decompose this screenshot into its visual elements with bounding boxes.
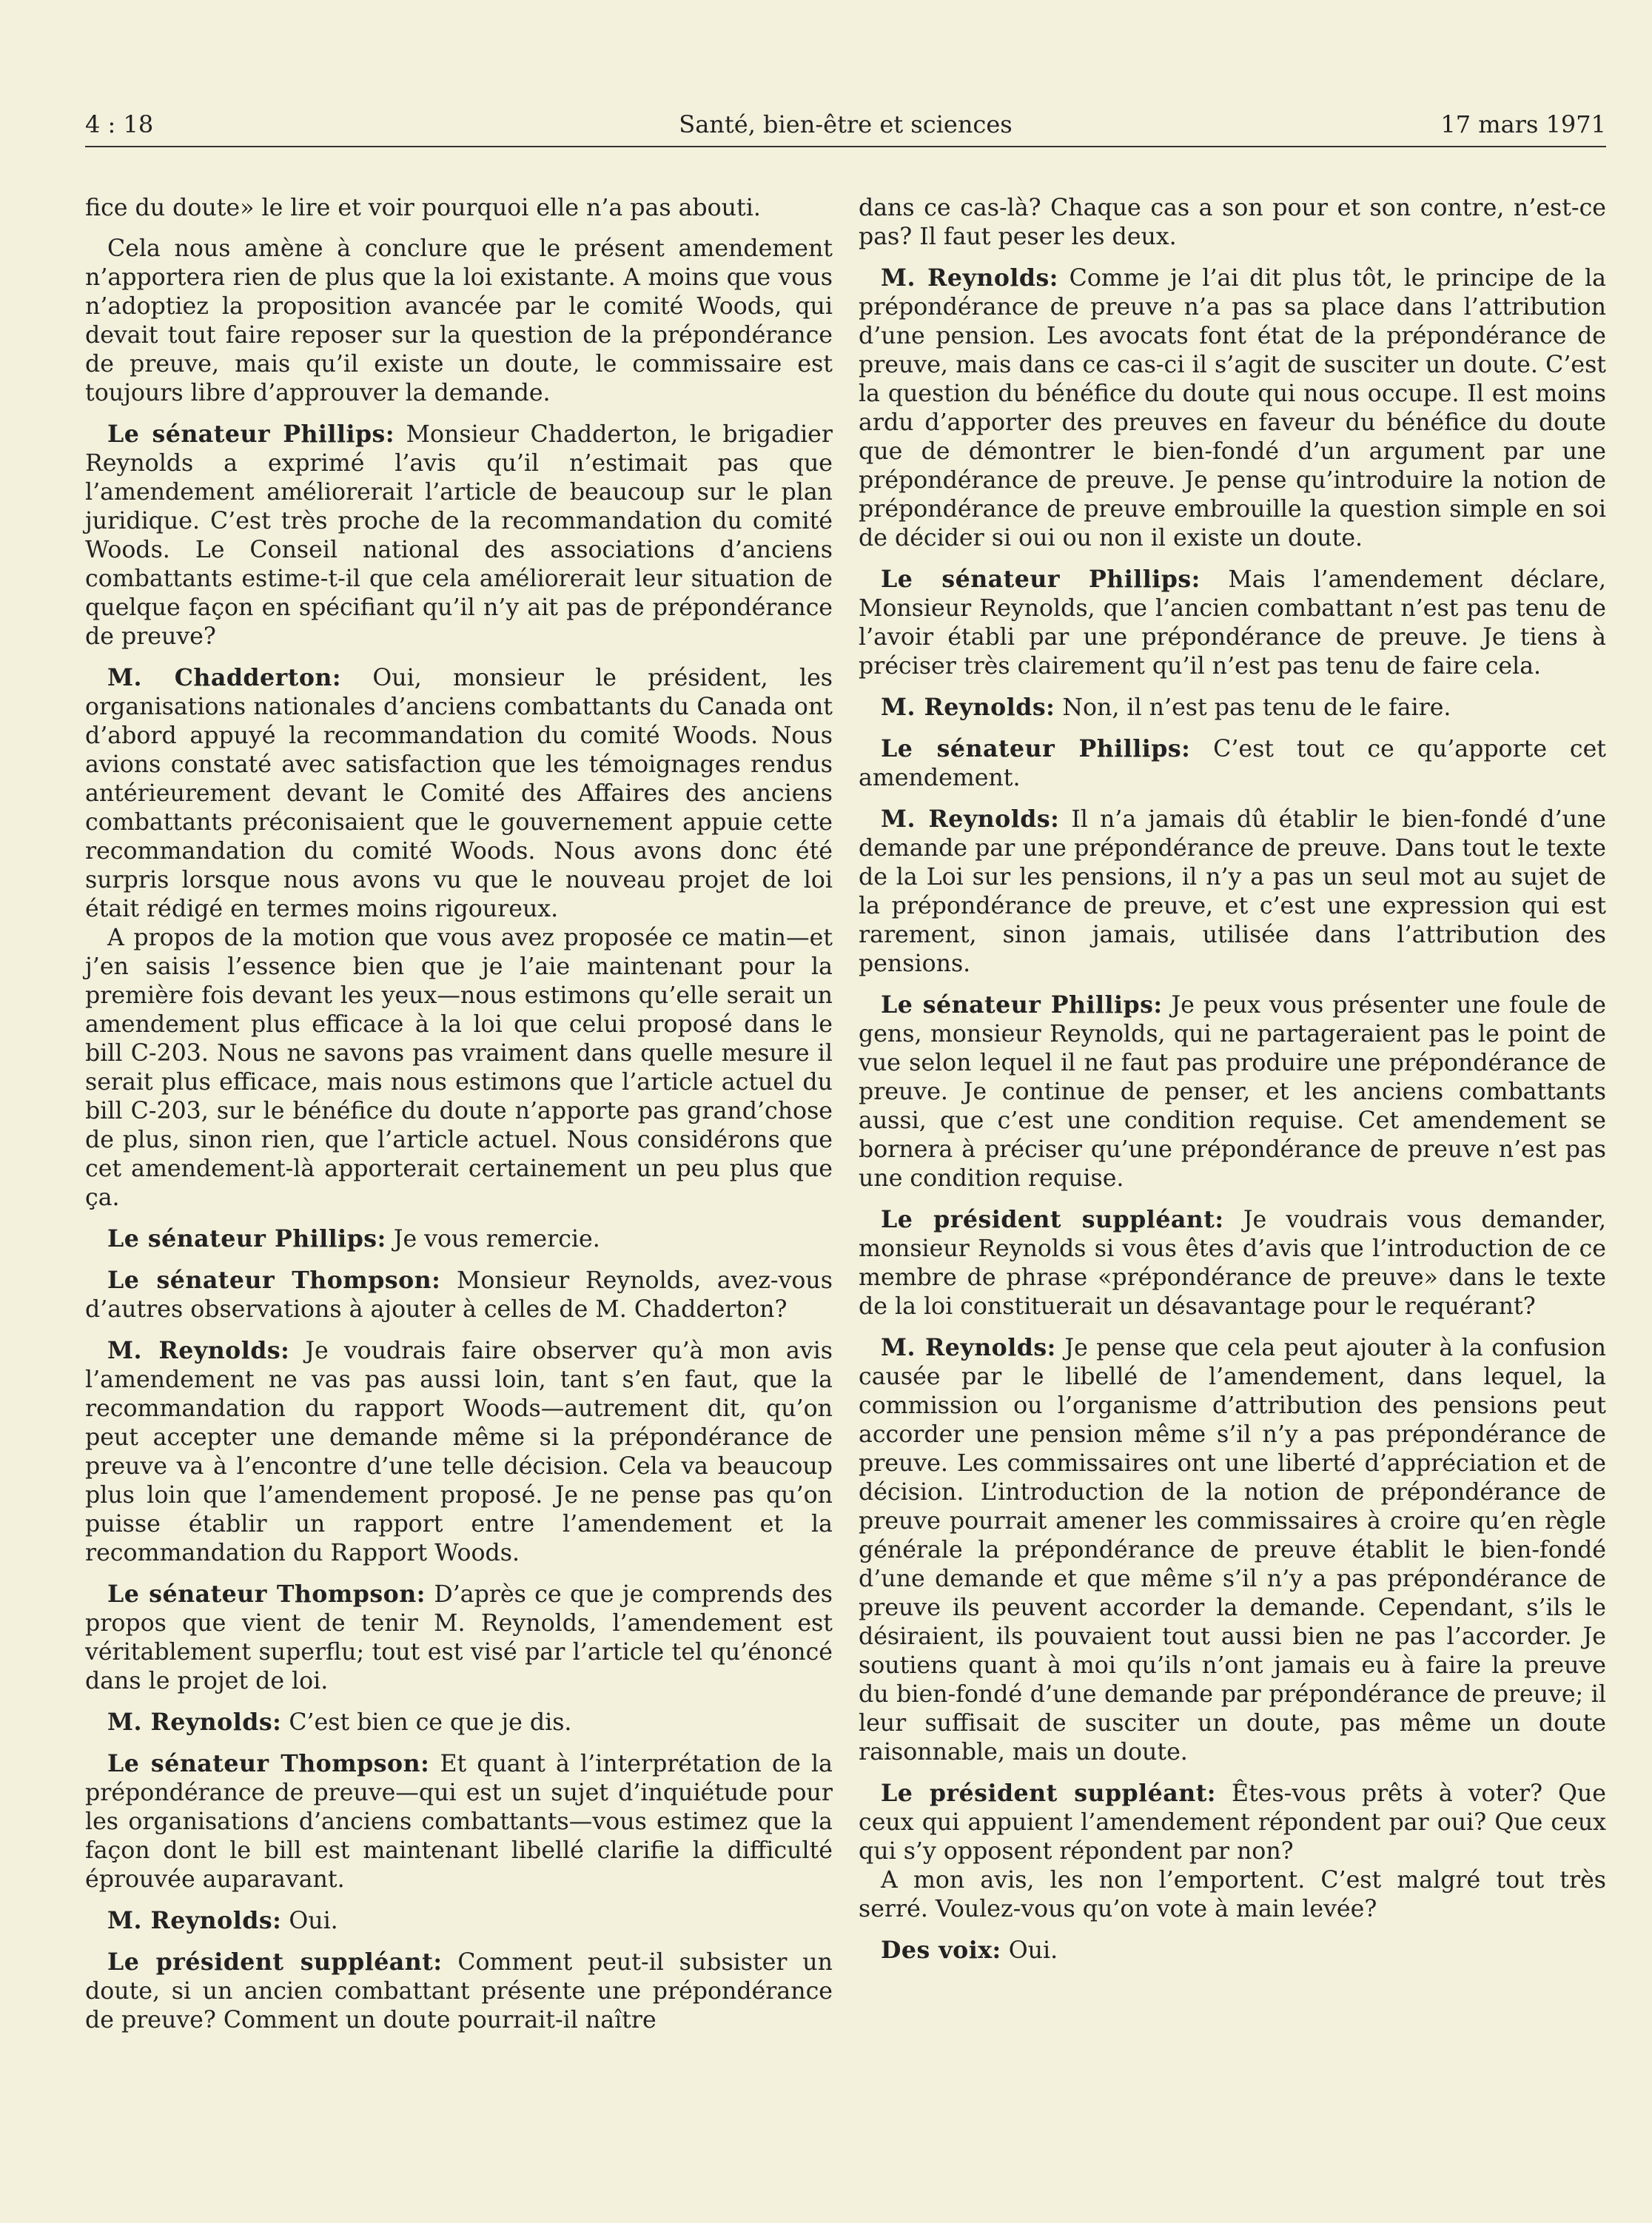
speaker-name: Le sénateur Phillips: [107, 420, 394, 448]
paragraph [859, 1779, 1606, 1866]
paragraph-text: A propos de la motion que vous avez proposée ce matin—et j’en saisis l’essence bien que je l’aie maintenant pour la première fois devant les yeux—nous estimons qu’elle serait un amendement plus efficace à la loi que celui proposé dans le bill C-203. Nous ne savons pas vraiment dans quelle mesure il serait plus efficace, mais nous estimons que l’article actuel du bill C-203, sur le bénéfice du doute n’apporte pas grand’chose de plus, sinon rien, que l’article actuel. Nous considérons que cet amendement-là apporterait certainement un peu plus que ça. [85, 925, 833, 1211]
paragraph-text: Êtes-vous prêts à voter? Que ceux qui appuient l’amendement répondent par oui? Que ceux qui s’y opposent répondent par non? [859, 1780, 1607, 1865]
paragraph [85, 1708, 833, 1737]
paragraph [859, 734, 1606, 793]
page-number: 4 : 18 [85, 110, 154, 138]
speaker-name: Le sénateur Phillips: [881, 735, 1191, 762]
paragraph-text: Mais l’amendement déclare, Monsieur Reynolds, que l’ancien combattant n’est pas tenu de l’avoir établi par une prépondérance de preuve. Je tiens à préciser très clairement qu’il n’est pas tenu de faire cela. [859, 566, 1606, 680]
paragraph-text: Oui. [289, 1908, 338, 1934]
paragraph [859, 264, 1606, 553]
paragraph [859, 1866, 1606, 1924]
paragraph [85, 194, 833, 223]
paragraph-text: Comme je l’ai dit plus tôt, le principe de la prépondérance de preuve n’a pas sa place dans l’attribution d’une pension. Les avocats font état de la prépondérance de preuve, mais dans ce cas-ci il s’agit de susciter un doute. C’est la question du bénéfice du doute qui nous occupe. Il est moins ardu d’apporter des preuves en faveur du bénéfice du doute que de démontrer le bien-fondé d’un argument par une prépondérance de preuve. Je pense qu’introduire la notion de prépondérance de preuve embrouille la question simple en soi de décider si oui ou non il existe un doute. [859, 265, 1607, 551]
paragraph-text: D’après ce que je comprends des propos que vient de tenir M. Reynolds, l’amendement est véritablement superflu; tout est visé par l’article tel qu’énoncé dans le projet de loi. [85, 1581, 833, 1694]
paragraph-text: Je pense que cela peut ajouter à la confusion causée par le libellé de l’amendement, dans lequel, la commission ou l’organisme d’attribution des pensions peut accorder une pension même s’il n’y a pas prépondérance de preuve. Les commissaires ont une liberté d’appréciation et de décision. L’introduction de la notion de prépondérance de preuve pourrait amener les commissaires à croire qu’en règle générale la prépondérance de preuve établit le bien-fondé d’une demande et que même s’il n’y a pas prépondérance de preuve ils peuvent accorder la demande. Cependant, s’ils le désiraient, ils pouvaient tout aussi bien ne pas l’accorder. Je soutiens quant à moi qu’ils n’ont jamais eu à faire la preuve du bien-fondé d’une demande par prépondérance de preuve; il leur suffisait de susciter un doute, pas même un doute raisonnable, mais un doute. [859, 1335, 1606, 1766]
paragraph [85, 1224, 833, 1254]
speaker-name: Des voix: [881, 1937, 1001, 1964]
paragraph-text: Et quant à l’interprétation de la prépondérance de preuve—qui est un sujet d’inquiétude pour les organisations d’anciens combattants—vous estimez que la façon dont le bill est maintenant libellé clarifie la difficulté éprouvée auparavant. [85, 1751, 833, 1893]
paragraph [859, 565, 1606, 681]
issue-date: 17 mars 1971 [1440, 110, 1606, 138]
paragraph [859, 194, 1606, 252]
paragraph-text: Non, il n’est pas tenu de le faire. [1062, 694, 1451, 721]
paragraph [859, 1936, 1606, 1965]
paragraph-text: Je peux vous présenter une foule de gens, monsieur Reynolds, qui ne partageraient pas le point de vue selon lequel il ne faut pas produire une prépondérance de preuve. Je continue de penser, et les anciens combattants aussi, que c’est une condition requise. Cet amendement se bornera à préciser qu’une prépondérance de preuve n’est pas une condition requise. [859, 992, 1607, 1192]
paragraph [859, 990, 1606, 1193]
speaker-name: M. Reynolds: [107, 1709, 282, 1736]
speaker-name: Le président suppléant: [107, 1948, 443, 1976]
paragraph [859, 805, 1606, 979]
page-header [85, 107, 1606, 147]
paragraph [85, 1336, 833, 1568]
speaker-name: Le sénateur Thompson: [107, 1580, 426, 1608]
paragraph-text: Je voudrais faire observer qu’à mon avis l’amendement ne vas pas aussi loin, tant s’en faut, que la recommandation du rapport Woods—autrement dit, qu’on peut accepter une demande même si la prépondérance de preuve va à l’encontre d’une telle décision. Cela va beaucoup plus loin que l’amendement proposé. Je ne pense pas qu’on puisse établir un rapport entre l’amendement et la recommandation du Rapport Woods. [85, 1338, 833, 1566]
speaker-name: M. Reynolds: [881, 264, 1058, 292]
paragraph [85, 1948, 833, 2035]
paragraph [85, 1906, 833, 1936]
paragraph-text: Je vous remercie. [393, 1226, 600, 1253]
paragraph-text: Je voudrais vous demander, monsieur Reynolds si vous êtes d’avis que l’introduction de ce membre de phrase «prépondérance de preuve» dans le texte de la loi constituerait un désavantage pour le requérant? [859, 1207, 1607, 1320]
paragraph-text: Oui. [1008, 1937, 1058, 1964]
paragraph-text: dans ce cas-là? Chaque cas a son pour et son contre, n’est-ce pas? Il faut peser les deux. [859, 195, 1606, 250]
speaker-name: M. Chadderton: [107, 664, 342, 691]
speaker-name: Le président suppléant: [881, 1206, 1224, 1233]
paragraph [859, 693, 1606, 722]
speaker-name: M. Reynolds: [881, 694, 1055, 721]
paragraph-text: Monsieur Chadderton, le brigadier Reynolds a exprimé l’avis qu’il n’estimait pas que l’amendement améliorerait l’article de beaucoup sur le plan juridique. C’est très proche de la recommandation du comité Woods. Le Conseil national des associations d’anciens combattants estime-t-il que cela améliorerait leur situation de quelque façon en spécifiant qu’il n’y ait pas de prépondérance de preuve? [85, 421, 833, 650]
speaker-name: M. Reynolds: [881, 1334, 1056, 1361]
paragraph-text: C’est tout ce qu’apporte cet amendement. [859, 736, 1607, 791]
speaker-name: Le sénateur Phillips: [107, 1225, 386, 1253]
paragraph-text: Comment peut-il subsister un doute, si un ancien combattant présente une prépondérance de preuve? Comment un doute pourrait-il naître [85, 1949, 833, 2033]
speaker-name: M. Reynolds: [881, 805, 1060, 833]
speaker-name: Le président suppléant: [881, 1780, 1216, 1807]
paragraph [85, 663, 833, 924]
speaker-name: Le sénateur Phillips: [881, 991, 1163, 1019]
paragraph-text: fice du doute» le lire et voir pourquoi elle n’a pas abouti. [85, 195, 761, 221]
paragraph [85, 1266, 833, 1324]
speaker-name: Le sénateur Thompson: [107, 1267, 441, 1294]
paragraph-text: Monsieur Reynolds, avez-vous d’autres observations à ajouter à celles de M. Chadderton? [85, 1267, 833, 1323]
paragraph [859, 1205, 1606, 1321]
paragraph-text: Cela nous amène à conclure que le présent amendement n’apportera rien de plus que la loi existante. A moins que vous n’adoptiez la proposition avancée par le comité Woods, qui devait tout faire reposer sur la question de la prépondérance de preuve, mais qu’il existe un doute, le commissaire est toujours libre d’approuver la demande. [85, 235, 833, 406]
publication-title: Santé, bien-être et sciences [679, 110, 1013, 138]
paragraph [85, 1749, 833, 1894]
speaker-name: M. Reynolds: [107, 1337, 290, 1364]
paragraph-text: Il n’a jamais dû établir le bien-fondé d’une demande par une prépondérance de preuve. Dans tout le texte de la Loi sur les pensions, il n’y a pas un seul mot au sujet de la prépondérance de preuve, et c’est une expression qui est rarement, sinon jamais, utilisée dans l’attribution des pensions. [859, 806, 1607, 977]
paragraph [85, 1580, 833, 1696]
speaker-name: Le sénateur Phillips: [881, 566, 1201, 593]
paragraph-text: C’est bien ce que je dis. [289, 1709, 572, 1736]
paragraph-text: Oui, monsieur le président, les organisations nationales d’anciens combattants du Canada ont d’abord appuyé la recommandation du comité Woods. Nous avions constaté avec satisfaction que les témoignages rendus antérieurement devant le Comité des Affaires des anciens combattants préconisaient que le gouvernement appuie cette recommandation du comité Woods. Nous avons donc été surpris lorsque nous avons vu que le nouveau projet de loi était rédigé en termes moins rigoureux. [85, 665, 833, 922]
left-column [85, 194, 833, 2193]
paragraph [85, 420, 833, 651]
paragraph [85, 924, 833, 1213]
paragraph-text: A mon avis, les non l’emportent. C’est malgré tout très serré. Voulez-vous qu’on vote à main levée? [859, 1867, 1606, 1922]
paragraph [85, 235, 833, 408]
paragraph [859, 1333, 1606, 1767]
right-column [859, 194, 1606, 2193]
speaker-name: M. Reynolds: [107, 1907, 282, 1934]
speaker-name: Le sénateur Thompson: [107, 1750, 430, 1777]
